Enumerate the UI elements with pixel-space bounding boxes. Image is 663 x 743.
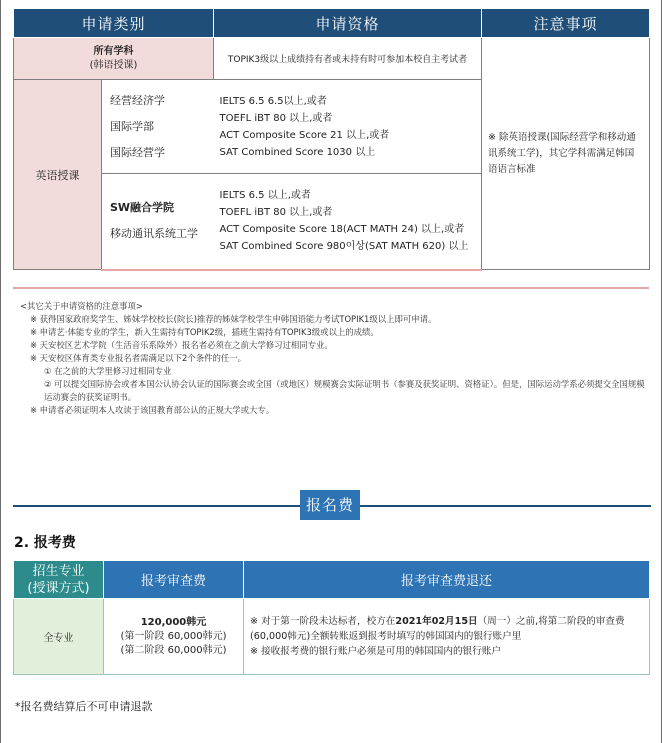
page-border-right [661, 0, 662, 743]
majors-group2 [102, 174, 214, 270]
qualification-item: IELTS 6.5 以上,或者 [219, 190, 311, 202]
fee-stage2: (第二阶段 60,000韩元) [120, 644, 227, 656]
qualification-item: ACT Composite Score 18(ACT MATH 24) 以上,或者 [219, 224, 465, 236]
major-item: 移动通讯系统工学 [110, 227, 198, 241]
eligibility-notes [20, 300, 650, 417]
eligibility-note: ※ 除英语授课(国际经营学和移动通讯系统工学)，其它学科需满足韩国语语言标准 [482, 38, 650, 270]
major-item: 经营经济学 [110, 93, 165, 107]
header-qualification: 申请资格 [214, 9, 482, 38]
header-major [14, 561, 104, 599]
fee-stage1: (第一阶段 60,000韩元) [120, 630, 227, 642]
header-refund: 报考审查费退还 [244, 561, 650, 599]
fee-header-row [14, 561, 650, 599]
refund-suffix: （周一）之前,将第二阶段的审查费(60,000韩元)全额转账返到报考时填写的韩国国内的银行账户里 [250, 616, 625, 642]
note-item: ※ 天安校区体育类专业报名者需满足以下2个条件的任一。 [30, 353, 247, 363]
header-major-line2: (授课方式) [27, 580, 90, 596]
fee-table [13, 560, 650, 675]
eligibility-table [13, 8, 650, 271]
notes-title: <其它关于申请资格的注意事项> [20, 301, 143, 311]
refund-date: 2021年02月15日 [395, 616, 478, 627]
note-item: ※ 天安校区艺术学院（生活音乐系除外）报名者必须在之前大学修习过相同专业。 [30, 340, 333, 350]
qualification-item: TOEFL iBT 80 以上,或者 [219, 207, 333, 219]
qualification-item: SAT Combined Score 980이상(SAT MATH 620) 以上 [219, 241, 469, 253]
fee-row [14, 599, 650, 675]
fee-row-refund [244, 599, 650, 675]
header-fee: 报考审查费 [104, 561, 244, 599]
row-all-subjects [14, 38, 650, 80]
fee-total: 120,000韩元 [140, 616, 207, 628]
header-notes: 注意事项 [482, 9, 650, 38]
refund-text [250, 614, 643, 644]
qualification-item: ACT Composite Score 21 以上,或者 [219, 129, 390, 141]
header-major-line1: 招生专业 [32, 563, 85, 579]
qualifications-group1 [214, 80, 482, 174]
qualification-item: TOEFL iBT 80 以上,或者 [219, 112, 333, 124]
major-item: 国际学部 [110, 119, 154, 133]
eligibility-header-row [14, 9, 650, 38]
refund-prefix: ※ 对于第一阶段未达标者，校方在 [250, 616, 396, 627]
note-sub-item: ① 在之前的大学里修习过相同专业 [44, 366, 172, 376]
qualification-item: SAT Combined Score 1030 以上 [219, 146, 376, 158]
footnote: *报名费结算后不可申请退款 [15, 700, 153, 713]
qualifications-group2 [214, 174, 482, 270]
fee-row-major: 全专业 [14, 599, 104, 675]
majors-group1 [102, 80, 214, 174]
header-category: 申请类别 [14, 9, 214, 38]
category-all-subjects-line2: (韩语授课) [89, 59, 138, 71]
major-item: 国际经营学 [110, 145, 165, 159]
page-border-left [0, 0, 1, 743]
fee-badge: 报名费 [300, 490, 360, 520]
refund-note: ※ 接收报考费的银行账户必须是可用的韩国国内的银行账户 [250, 646, 501, 657]
note-item: ※ 申请艺·体能专业的学生，新入生需持有TOPIK2级，插班生需持有TOPIK3级或以上的成绩。 [30, 327, 379, 337]
note-sub-item: ② 可以提交国际协会或者本国公认协会认证的国际赛会或全国（或地区）规模赛会实际证明书（参赛及获奖证明、资格证）。但是，国际运动学系必须提交全国规模运动赛会的获奖证明书。 [44, 379, 645, 402]
major-item: SW融合学院 [110, 201, 175, 215]
section-title: 2. 报考费 [14, 535, 76, 551]
notes-divider [13, 287, 649, 289]
fee-row-amount [104, 599, 244, 675]
qualification-all-subjects: TOPIK3级以上成绩持有者或未持有时可参加本校自主考试者 [214, 38, 482, 80]
category-all-subjects-line1: 所有学科 [93, 45, 134, 57]
category-all-subjects [14, 38, 214, 80]
qualification-item: IELTS 6.5 6.5以上,或者 [219, 95, 327, 107]
note-item: ※ 获得国家政府奖学生、姊妹学校校长(院长)推荐的姊妹学校学生申韩国语能力考试TOPIK1级以上即可申请。 [30, 314, 437, 324]
category-english-track: 英语授课 [14, 80, 102, 270]
note-item: ※ 申请者必须证明本人攻读于该国教育部公认的正规大学或大专。 [30, 405, 275, 415]
